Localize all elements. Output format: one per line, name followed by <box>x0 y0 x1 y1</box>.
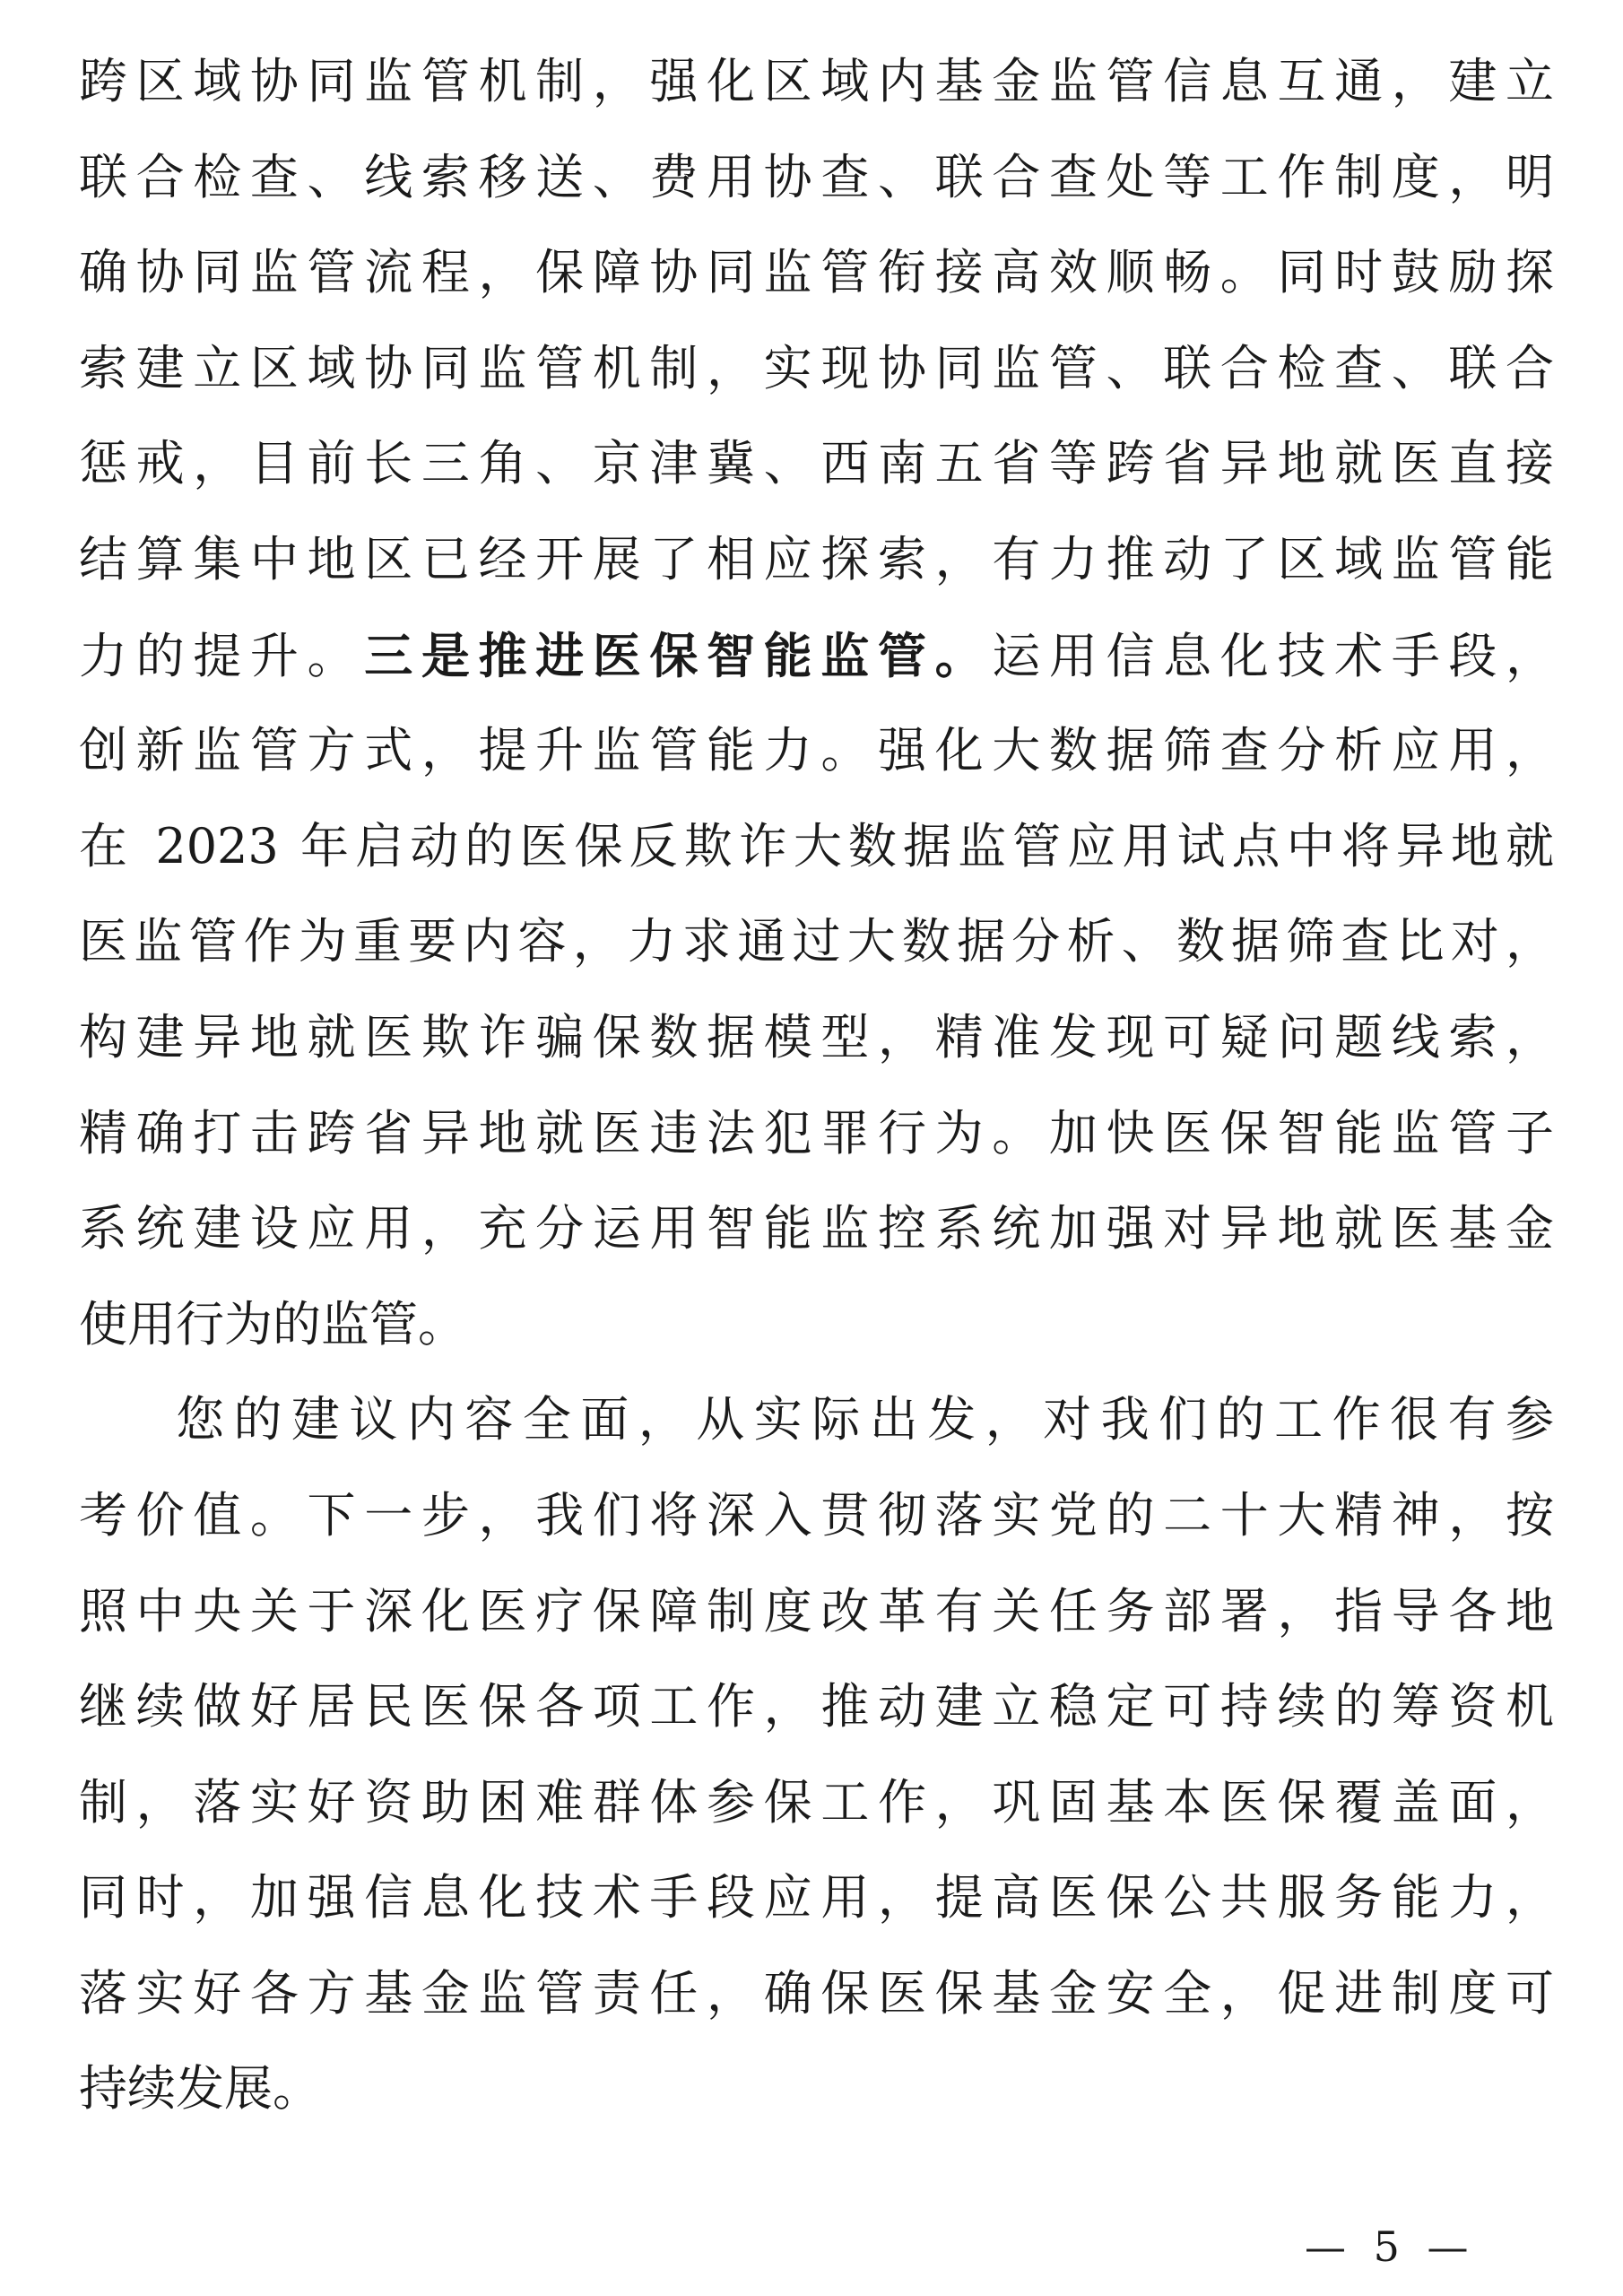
text-line: 联合检查、线索移送、费用协查、联合查处等工作制度，明 <box>79 148 1554 205</box>
body-text <box>79 34 1554 2137</box>
text-line: 惩戒，目前长三角、京津冀、西南五省等跨省异地就医直接 <box>79 435 1554 492</box>
page-number: — 5 — <box>1305 2222 1476 2271</box>
text-line: 制，落实好资助困难群体参保工作，巩固基本医保覆盖面， <box>79 1773 1554 1831</box>
text-line: 考价值。下一步，我们将深入贯彻落实党的二十大精神，按 <box>79 1486 1554 1544</box>
text-line: 结算集中地区已经开展了相应探索，有力推动了区域监管能 <box>79 530 1554 587</box>
text-line: 持续发展。 <box>79 2060 321 2118</box>
text-line: 医监管作为重要内容，力求通过大数据分析、数据筛查比对， <box>79 913 1554 970</box>
text-line: 精确打击跨省异地就医违法犯罪行为。加快医保智能监管子 <box>79 1104 1554 1161</box>
text-line: 照中央关于深化医疗保障制度改革有关任务部署，指导各地 <box>79 1582 1554 1639</box>
text-line: 继续做好居民医保各项工作，推动建立稳定可持续的筹资机 <box>79 1678 1554 1735</box>
text-line: 跨区域协同监管机制，强化区域内基金监管信息互通，建立 <box>79 53 1554 109</box>
text-line: 确协同监管流程，保障协同监管衔接高效顺畅。同时鼓励探 <box>79 244 1554 301</box>
text-segment: 运用信息化技术手段， <box>992 627 1554 684</box>
text-line: 使用行为的监管。 <box>79 1295 466 1352</box>
bold-subheading: 三是推进医保智能监管。 <box>364 626 993 684</box>
text-line: 在 2023 年启动的医保反欺诈大数据监管应用试点中将异地就 <box>79 817 1554 874</box>
text-segment: 力的提升。 <box>79 627 365 684</box>
text-line-with-heading <box>79 608 1554 704</box>
text-line: 创新监管方式，提升监管能力。强化大数据筛查分析应用， <box>79 722 1554 779</box>
text-line: 落实好各方基金监管责任，确保医保基金安全，促进制度可 <box>79 1964 1554 2022</box>
paragraph-first-line: 您的建议内容全面，从实际出发，对我们的工作很有参 <box>176 1391 1554 1448</box>
text-line: 构建异地就医欺诈骗保数据模型，精准发现可疑问题线索， <box>79 1008 1554 1065</box>
text-line: 系统建设应用，充分运用智能监控系统加强对异地就医基金 <box>79 1200 1554 1257</box>
text-line: 索建立区域协同监管机制，实现协同监管、联合检查、联合 <box>79 339 1554 396</box>
text-line: 同时，加强信息化技术手段应用，提高医保公共服务能力， <box>79 1869 1554 1926</box>
